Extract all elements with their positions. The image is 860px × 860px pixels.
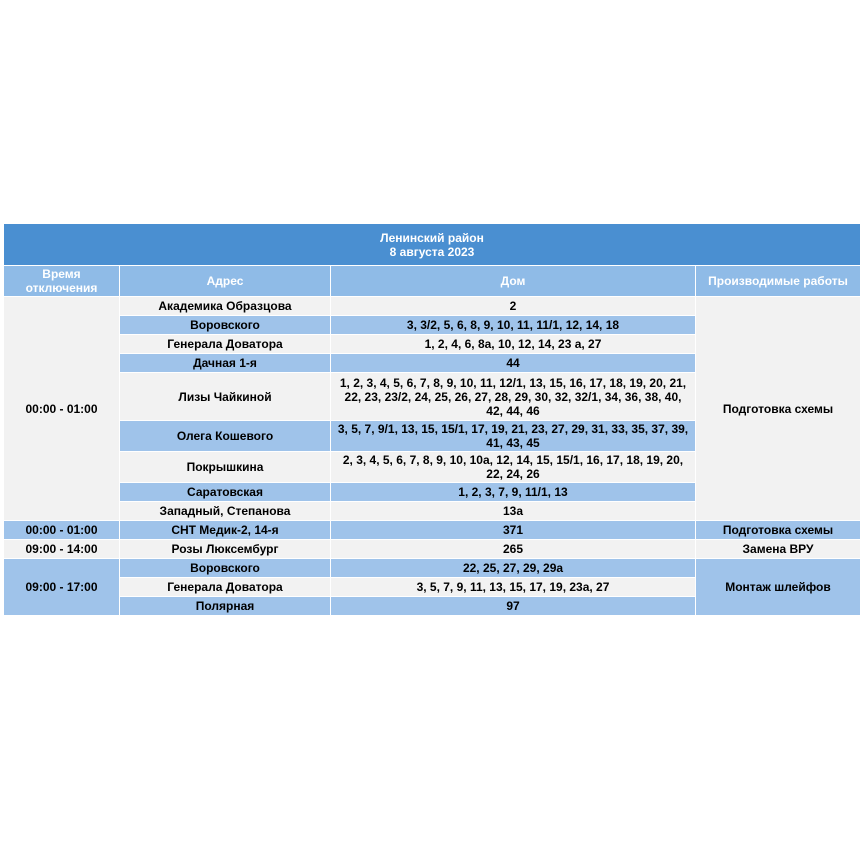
header-works: Производимые работы [696,266,860,297]
time-cell: 00:00 - 01:00 [4,297,120,521]
works-cell: Монтаж шлейфов [696,559,860,616]
works-cell: Замена ВРУ [696,540,860,559]
house-cell: 22, 25, 27, 29, 29а [331,559,696,578]
address-cell: Академика Образцова [120,297,331,316]
house-cell: 3, 5, 7, 9, 11, 13, 15, 17, 19, 23а, 27 [331,578,696,597]
table-row [4,297,860,316]
time-cell: 09:00 - 14:00 [4,540,120,559]
table-row [4,559,860,578]
address-cell: Розы Люксембург [120,540,331,559]
address-cell: СНТ Медик-2, 14-я [120,521,331,540]
address-cell: Западный, Степанова [120,502,331,521]
address-cell: Генерала Доватора [120,578,331,597]
address-cell: Дачная 1-я [120,354,331,373]
time-cell: 00:00 - 01:00 [4,521,120,540]
address-cell: Полярная [120,597,331,616]
house-cell: 97 [331,597,696,616]
district-title: Ленинский район [380,230,484,245]
works-cell: Подготовка схемы [696,521,860,540]
date-title: 8 августа 2023 [389,244,475,259]
header-time: Время отключения [4,266,120,297]
header-house: Дом [331,266,696,297]
outage-schedule [3,223,860,616]
house-cell: 3, 3/2, 5, 6, 8, 9, 10, 11, 11/1, 12, 14, 18 [331,316,696,335]
house-cell: 1, 2, 3, 4, 5, 6, 7, 8, 9, 10, 11, 12/1, 13, 15, 16, 17, 18, 19, 20, 21, 22, 23, 23/2, 24, 25, 26, 27, 28, 29, 30, 32, 32/1, 34, 36, 38, 40, 42, 44, 46 [331,373,696,421]
house-cell: 2, 3, 4, 5, 6, 7, 8, 9, 10, 10а, 12, 14, 15, 15/1, 16, 17, 18, 19, 20, 22, 24, 26 [331,452,696,483]
house-cell: 13а [331,502,696,521]
time-cell: 09:00 - 17:00 [4,559,120,616]
works-cell: Подготовка схемы [696,297,860,521]
table-title [4,224,860,266]
table-row [4,540,860,559]
house-cell: 371 [331,521,696,540]
address-cell: Олега Кошевого [120,421,331,452]
house-cell: 265 [331,540,696,559]
header-address: Адрес [120,266,331,297]
address-cell: Покрышкина [120,452,331,483]
address-cell: Саратовская [120,483,331,502]
outage-table [3,223,860,616]
address-cell: Воровского [120,559,331,578]
address-cell: Воровского [120,316,331,335]
house-cell: 2 [331,297,696,316]
address-cell: Генерала Доватора [120,335,331,354]
table-row [4,521,860,540]
house-cell: 1, 2, 3, 7, 9, 11/1, 13 [331,483,696,502]
house-cell: 3, 5, 7, 9/1, 13, 15, 15/1, 17, 19, 21, 23, 27, 29, 31, 33, 35, 37, 39, 41, 43, 45 [331,421,696,452]
house-cell: 44 [331,354,696,373]
address-cell: Лизы Чайкиной [120,373,331,421]
house-cell: 1, 2, 4, 6, 8а, 10, 12, 14, 23 а, 27 [331,335,696,354]
